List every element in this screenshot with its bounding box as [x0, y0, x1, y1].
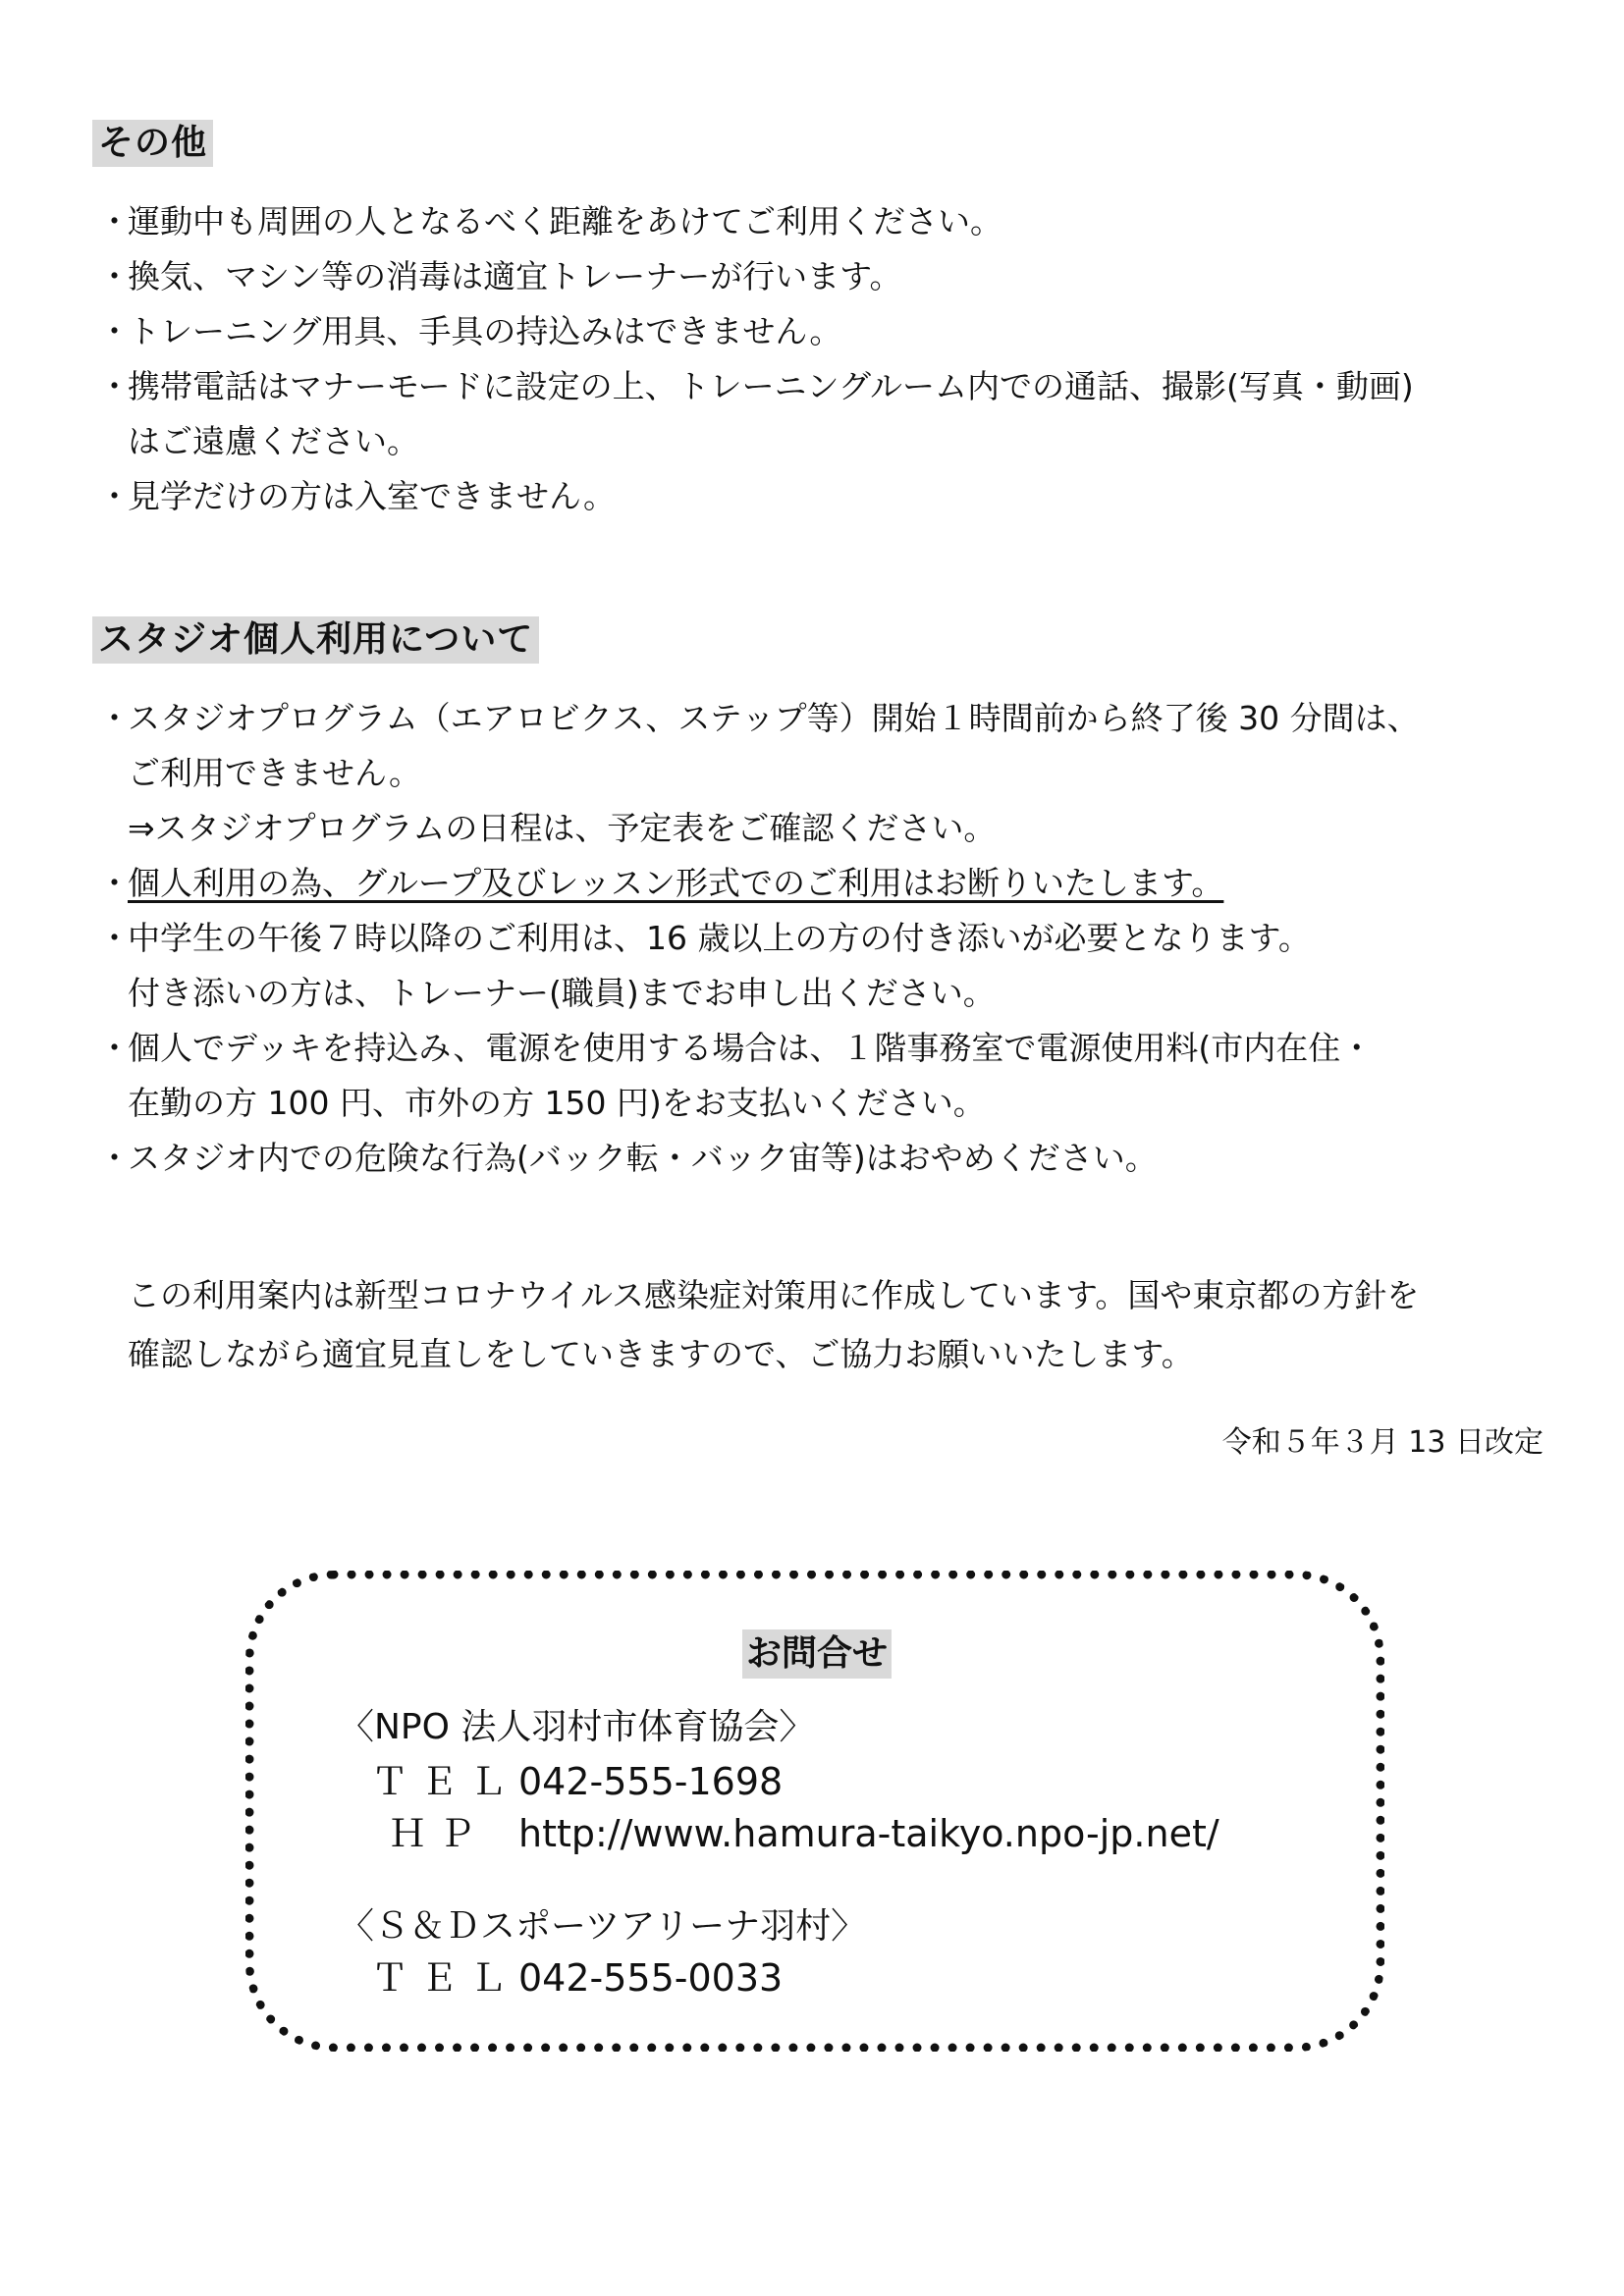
tel-label: ＴＥＬ [371, 1760, 519, 1803]
list-item [98, 856, 1420, 911]
bullet: ・ [98, 699, 131, 737]
list-item: ・ トレーニング用具、手具の持込みはできません。 [98, 304, 1414, 359]
contact-title: お問合せ [742, 1629, 892, 1679]
list-item: ・ 個人でデッキを持込み、電源を使用する場合は、１階事務室で電源使用料(市内在住・ 在勤の方 100 円、市外の方 150 円)をお支払いください。 [98, 1021, 1420, 1131]
list-item: ・ 見学だけの方は入室できません。 [98, 469, 1414, 524]
other-rules-list [98, 194, 1414, 524]
list-item: ・ 運動中も周囲の人となるべく距離をあけてご利用ください。 [98, 194, 1414, 249]
list-item: ・ 中学生の午後７時以降のご利用は、16 歳以上の方の付き添いが必要となります。 付き添いの方は、トレーナー(職員)までお申し出ください。 [98, 911, 1420, 1021]
bullet: ・ [98, 202, 131, 240]
npo-tel-number: 042-555-1698 [518, 1760, 784, 1803]
bullet: ・ [98, 477, 131, 515]
bullet: ・ [98, 1139, 131, 1177]
tel-label: ＴＥＬ [371, 1956, 519, 2000]
bullet: ・ [98, 367, 131, 405]
arena-tel-number: 042-555-0033 [518, 1956, 784, 2000]
bullet: ・ [98, 1029, 131, 1067]
notice-paragraph: この利用案内は新型コロナウイルス感染症対策用に作成しています。国や東京都の方針を 確認しながら適宜見直しをしていきますので、ご協力お願いいたします。 [128, 1276, 1420, 1373]
section-heading-other: その他 [92, 120, 213, 167]
list-item: ・ 携帯電話はマナーモードに設定の上、トレーニングルーム内での通話、撮影(写真・動画) はご遠慮ください。 [98, 359, 1414, 469]
org-name-npo: 〈NPO 法人羽村市体育協会〉 [339, 1707, 815, 1747]
bullet: ・ [98, 257, 131, 295]
list-item: ・ 換気、マシン等の消毒は適宜トレーナーが行います。 [98, 249, 1414, 304]
revision-date: 令和５年３月 13 日改定 [1221, 1425, 1543, 1460]
list-item: ・ スタジオプログラム（エアロビクス、ステップ等）開始１時間前から終了後 30 分間は、 ご利用できません。 ⇒スタジオプログラムの日程は、予定表をご確認ください。 [98, 691, 1420, 856]
bullet: ・ [98, 312, 131, 350]
hp-label: ＨＰ [389, 1812, 488, 1855]
bullet: ・ [98, 864, 131, 902]
studio-rules-list [98, 691, 1420, 1186]
section-heading-studio: スタジオ個人利用について [92, 616, 539, 664]
npo-hp-url[interactable]: http://www.hamura-taikyo.npo-jp.net/ [518, 1812, 1219, 1855]
bullet: ・ [98, 919, 131, 957]
org-name-arena: 〈Ｓ＆Ｄスポーツアリーナ羽村〉 [339, 1906, 867, 1947]
list-item: ・ スタジオ内での危険な行為(バック転・バック宙等)はおやめください。 [98, 1131, 1420, 1186]
underlined-rule: 個人利用の為、グループ及びレッスン形式でのご利用はお断りいたします。 [128, 864, 1224, 902]
